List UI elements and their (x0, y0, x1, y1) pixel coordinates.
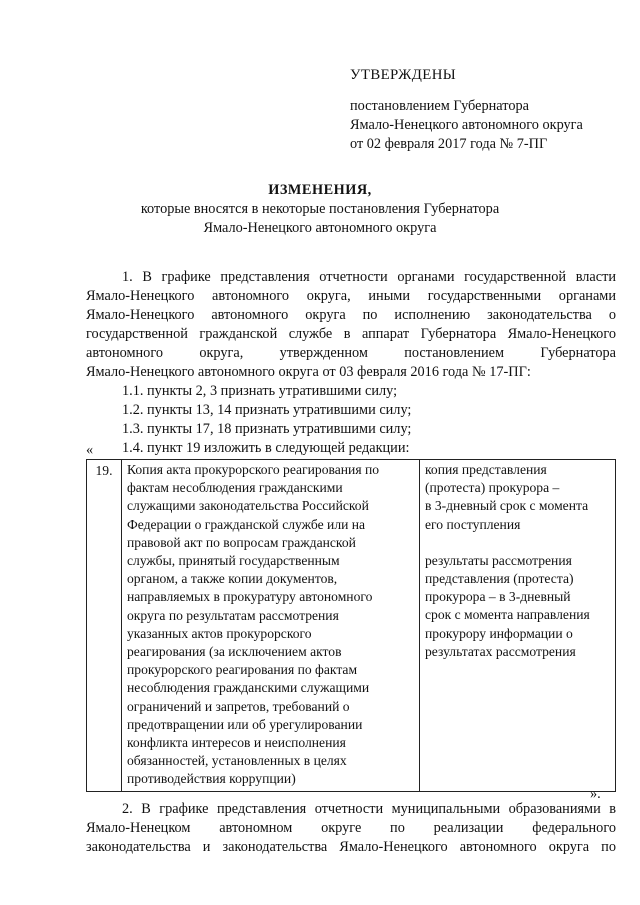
description-line: направляемых в прокуратуру автономного (127, 589, 373, 605)
section-2-line: 2. В графике представления отчетности муниципальными образованиями в (122, 801, 616, 817)
table-row (87, 460, 616, 792)
deadline-spacer (425, 534, 610, 552)
deadline-line: копия представления (425, 462, 547, 477)
approval-line-2: Ямало-Ненецкого автономного округа (350, 117, 583, 133)
description-line: предотвращении или об урегулировании (127, 716, 363, 732)
schedule-table (86, 459, 616, 792)
description-line: Копия акта прокурорского реагирования по (127, 462, 380, 477)
deadline-line: результаты рассмотрения (425, 552, 572, 568)
quote-close: ». (590, 786, 601, 802)
section-1-item: 1.2. пункты 13, 14 признать утратившими силу; (122, 402, 412, 418)
section-1-line: 1. В графике представления отчетности органами государственной власти (122, 269, 616, 285)
approval-line-1: постановлением Губернатора (350, 98, 529, 114)
section-1-line: государственной гражданской службе в аппарат Губернатора Ямало-Ненецкого (86, 326, 616, 342)
deadline-line: срок с момента направления (425, 607, 590, 623)
quote-open: « (86, 442, 94, 458)
approval-line-3: от 02 февраля 2017 года № 7-ПГ (350, 136, 548, 152)
description-line: противодействия коррупции) (127, 771, 296, 787)
title-sub-1: которые вносятся в некоторые постановления Губернатора (140, 201, 500, 217)
row-number: 19. (87, 460, 122, 792)
section-1-item: 1.3. пункты 17, 18 признать утратившими силу; (122, 421, 412, 437)
document-title (100, 181, 540, 238)
description-line: прокурорского реагирования по фактам (127, 662, 358, 678)
description-line: несоблюдения гражданскими служащими (127, 680, 370, 696)
description-line: округа по результатам рассмотрения (127, 607, 339, 623)
section-2-line: законодательства и законодательства Ямало-Ненецкого автономного округа по (86, 839, 616, 855)
deadline-line: результатах рассмотрения (425, 643, 576, 659)
description-line: ограничений и запретов, требований о (127, 698, 350, 714)
section-1-line: автономного округа, утвержденном постановлением Губернатора (86, 345, 616, 361)
description-line: обязанностей, установленных в целях (127, 753, 347, 769)
description-line: органом, а также копии документов, (127, 571, 338, 587)
description-line: служащими законодательства Российской (127, 498, 369, 514)
description-line: реагирования (за исключением актов (127, 644, 342, 660)
description-line: фактам несоблюдения гражданскими (127, 480, 343, 496)
row-deadline (420, 460, 616, 792)
section-1-line: Ямало-Ненецкого автономного округа, иными государственными органами (86, 288, 616, 304)
approval-heading: УТВЕРЖДЕНЫ (350, 67, 457, 83)
section-1-last-line: Ямало-Ненецкого автономного округа от 03 февраля 2016 года № 17-ПГ: (86, 364, 531, 380)
description-line: Федерации о гражданской службе или на (127, 516, 366, 532)
section-1-line: Ямало-Ненецкого автономного округа по исполнению законодательства о (86, 307, 616, 323)
title-main: ИЗМЕНЕНИЯ, (268, 182, 372, 198)
description-line: правовой акт по вопросам гражданской (127, 534, 356, 550)
deadline-line: представления (протеста) (425, 571, 574, 587)
title-sub-2: Ямало-Ненецкого автономного округа (203, 220, 437, 236)
section-1-item: 1.4. пункт 19 изложить в следующей редакции: (122, 440, 410, 456)
deadline-line: в 3-дневный срок с момента (425, 498, 589, 514)
deadline-line: прокурору информации о (425, 625, 573, 641)
row-description (122, 460, 420, 792)
section-1 (86, 268, 616, 458)
section-2 (86, 800, 616, 857)
deadline-line: прокурора – в 3-дневный (425, 589, 571, 605)
section-2-line: Ямало-Ненецком автономном округе по реализации федерального (86, 820, 616, 836)
section-1-item: 1.1. пункты 2, 3 признать утратившими силу; (122, 383, 398, 399)
description-line: конфликта интересов и неисполнения (127, 735, 346, 751)
description-line: указанных актов прокурорского (127, 625, 312, 641)
approval-block (350, 66, 620, 154)
deadline-line: его поступления (425, 516, 521, 532)
deadline-line: (протеста) прокурора – (425, 480, 560, 496)
description-line: службы, принятый государственным (127, 553, 340, 569)
